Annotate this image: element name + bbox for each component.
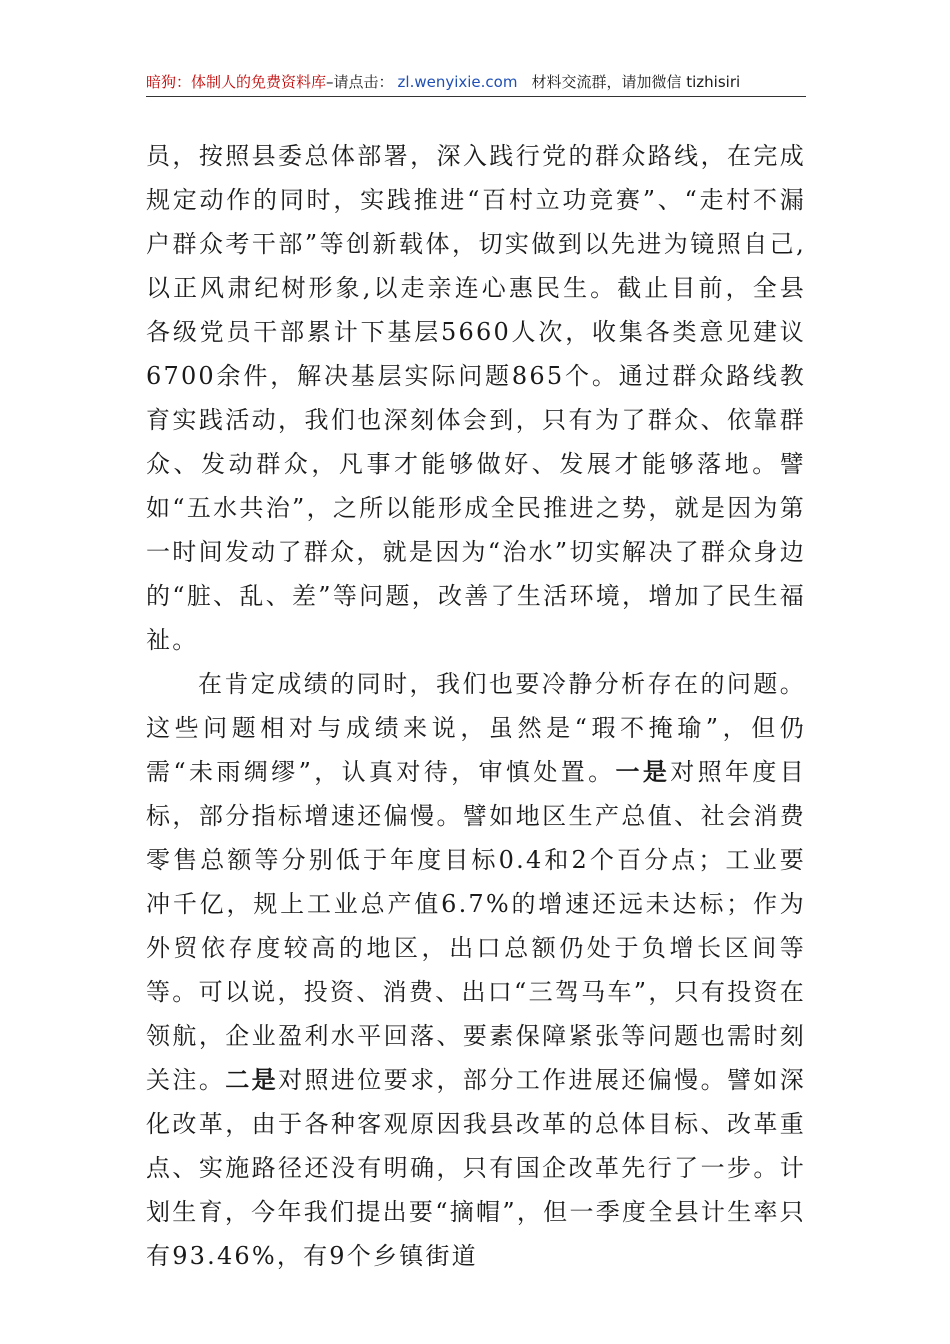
header-divider <box>146 96 806 97</box>
header-prompt: –请点击： <box>326 73 394 91</box>
paragraph-1: 员，按照县委总体部署，深入践行党的群众路线，在完成规定动作的同时，实践推进“百村立功竞赛”、“走村不漏户群众考干部”等创新载体，切实做到以先进为镜照自己,以正风肃纪树形象,以走亲连心惠民生。截止目前，全县各级党员干部累计下基层5660人次，收集各类意见建议6700余件，解决基层实际问题865个。通过群众路线教育实践活动，我们也深刻体会到，只有为了群众、依靠群众、发动群众，凡事才能够做好、发展才能够落地。譬如“五水共治”，之所以能形成全民推进之势，就是因为第一时间发动了群众，就是因为“治水”切实解决了群众身边的“脏、乱、差”等问题，改善了生活环境，增加了民生福祉。 <box>146 142 806 654</box>
header-brand: 暗狗：体制人的免费资料库 <box>146 73 327 91</box>
page-header <box>146 70 806 94</box>
header-group-info: 材料交流群，请加微信 tizhisiri <box>531 73 741 91</box>
paragraph-2-part-2: 对照进位要求，部分工作进展还偏慢。譬如深化改革，由于各种客观原因我县改革的总体目标、改革重点、实施路径还没有明确，只有国企改革先行了一步。计划生育，今年我们提出要“摘帽”，但一季度全县计生率只有93.46%，有9个乡镇街道 <box>146 1066 807 1270</box>
paragraph-2-marker-1: 一是 <box>615 757 671 786</box>
paragraph-2-marker-2: 二是 <box>225 1065 279 1094</box>
document-body <box>146 134 806 1278</box>
paragraph-2 <box>146 662 806 1278</box>
paragraph-2-intro: 在肯定成绩的同时，我们也要冷静分析存在的问题。这些问题相对与成绩来说，虽然是“瑕不掩瑜”，但仍需“未雨绸缪”，认真对待，审慎处置。 <box>146 670 806 786</box>
paragraph-2-part-1: 对照年度目标，部分指标增速还偏慢。譬如地区生产总值、社会消费零售总额等分别低于年度目标0.4和2个百分点；工业要冲千亿，规上工业总产值6.7%的增速还远未达标；作为外贸依存度较高的地区，出口总额仍处于负增长区间等等。可以说，投资、消费、出口“三驾马车”，只有投资在领航，企业盈利水平回落、要素保障紧张等问题也需时刻关注。 <box>146 758 807 1094</box>
header-link[interactable]: zl.wenyixie.com <box>397 73 518 91</box>
